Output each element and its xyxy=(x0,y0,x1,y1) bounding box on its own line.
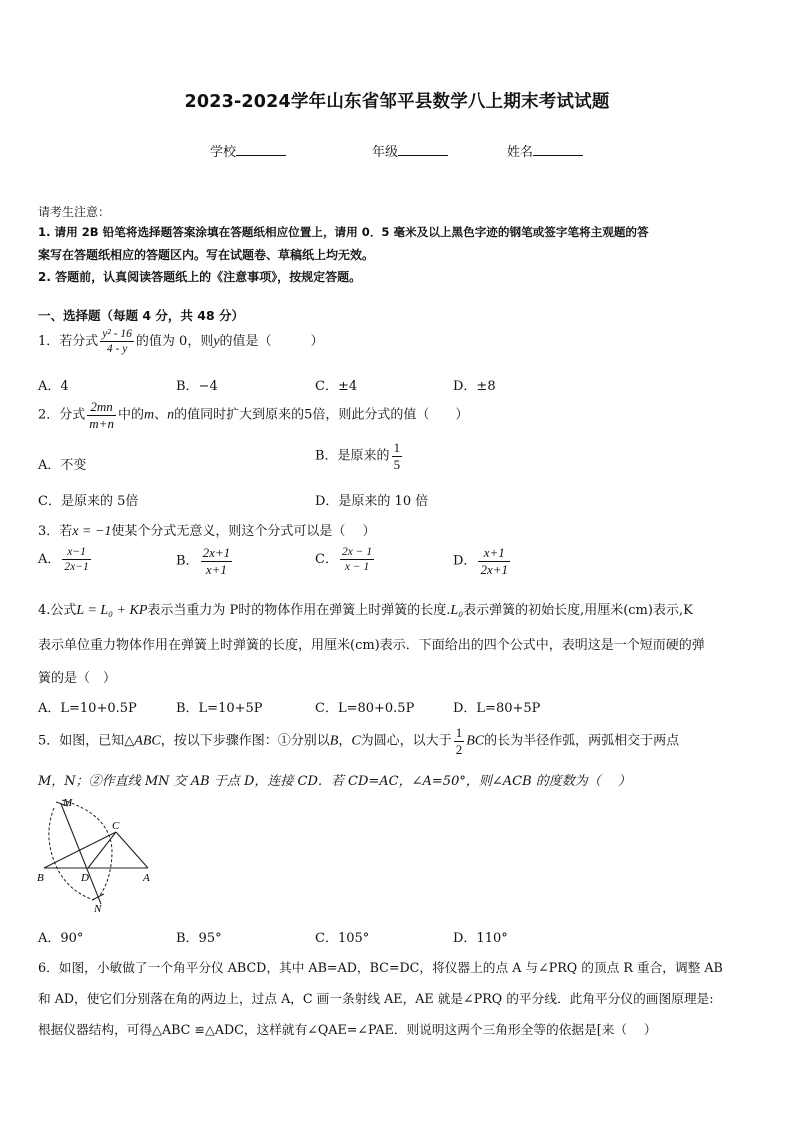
school-field xyxy=(210,141,286,160)
q5-c: C xyxy=(351,733,361,749)
q4-l0: L₀ xyxy=(450,603,464,618)
notice-item-1-line-2: 案写在答题纸相应的答题区内。写在试题卷、草稿纸上均无效。 xyxy=(38,248,375,262)
question-5-line-1 xyxy=(38,726,679,756)
question-6-line-1: 6．如图，小敏做了一个角平分仪 ABCD，其中 AB=AD，BC=DC，将仪器上的点 A 与∠PRQ 的顶点 R 重合，调整 AB xyxy=(38,960,723,975)
q3-option-c xyxy=(315,546,376,573)
q3-option-b xyxy=(176,546,234,576)
q2-fraction xyxy=(87,400,116,430)
question-4-line-1 xyxy=(38,599,693,619)
q3-condition: x = −1 xyxy=(72,524,112,539)
q5-b: B xyxy=(329,733,339,749)
q3-option-c-fraction xyxy=(340,546,374,573)
q5-half-num: 1 xyxy=(455,725,463,740)
q4-option-c: C．L=80+0.5P xyxy=(315,701,415,716)
q4-option-a: A．L=10+0.5P xyxy=(38,701,137,716)
q3-option-c-den: x − 1 xyxy=(344,561,370,574)
q5-option-a: A．90° xyxy=(38,931,84,946)
q5-text-3: 的长为半径作弧，两弧相交于两点 xyxy=(484,733,680,749)
q2-option-c: C．是原来的 5倍 xyxy=(38,494,139,509)
question-1 xyxy=(38,328,324,355)
q5-comma: ， xyxy=(338,733,352,749)
q5-abc: ABC xyxy=(134,733,161,749)
q1-text-end: 的值是（ ） xyxy=(219,334,324,350)
grade-label: 年级 xyxy=(372,145,399,160)
label-a: A xyxy=(143,872,150,884)
q2-option-a: A．不变 xyxy=(38,458,87,473)
q3-option-d-den: 2x+1 xyxy=(480,561,508,577)
q5-geometry-figure xyxy=(36,796,160,914)
q4-prefix: 4.公式 xyxy=(38,603,77,618)
q1-option-a: A．4 xyxy=(38,379,69,394)
q2-var-n: n xyxy=(167,407,175,423)
q2-prefix: 2．分式 xyxy=(38,407,86,423)
q2-option-b-text: B．是原来的 xyxy=(315,448,390,464)
q2-option-b xyxy=(315,441,404,471)
label-n: N xyxy=(94,903,102,914)
school-label: 学校 xyxy=(210,145,237,160)
grade-field xyxy=(372,141,448,160)
q5-option-b: B．95° xyxy=(176,931,222,946)
question-3 xyxy=(38,520,376,540)
label-d: D xyxy=(81,872,89,884)
question-2 xyxy=(38,400,468,430)
notice-item-1-line-1: 1. 请用 2B 铅笔将选择题答案涂填在答题纸相应位置上，请用 0．5 毫米及以上黑色字迹的钢笔或签字笔将主观题的答 xyxy=(38,225,649,239)
q2-option-b-den: 5 xyxy=(393,456,401,472)
label-m: M xyxy=(63,797,73,809)
question-4-line-2: 表示单位重力物体作用在弹簧上时弹簧的长度，用厘米(cm)表示．下面给出的四个公式中，表明这是一个短而硬的弹 xyxy=(38,638,705,653)
line-mn xyxy=(61,804,101,904)
q4-text-2: 表示弹簧的初始长度,用厘米(cm)表示,K xyxy=(463,603,693,618)
q3-option-b-den: x+1 xyxy=(205,561,227,577)
q3-option-d xyxy=(453,546,512,576)
q3-option-a-fraction xyxy=(62,546,90,573)
q2-var-m: m xyxy=(143,407,155,423)
name-blank xyxy=(533,143,583,156)
grade-blank xyxy=(398,143,448,156)
segment-ca xyxy=(116,832,148,868)
notice-item-2: 2. 答题前，认真阅读答题纸上的《注意事项》，按规定答题。 xyxy=(38,270,362,284)
question-5-line-2: M，N；②作直线 MN 交 AB 于点 D，连接 CD．若 CD=AC，∠A=50°，则∠ACB 的度数为（ ） xyxy=(38,774,631,789)
q1-prefix: 1．若分式 xyxy=(38,334,99,350)
q1-option-d: D．±8 xyxy=(453,379,496,394)
tick-n xyxy=(92,894,104,900)
q5-option-c: C．105° xyxy=(315,931,370,946)
q3-option-d-fraction xyxy=(478,546,510,576)
q3-option-a xyxy=(38,546,93,573)
q2-sep: 、 xyxy=(154,407,168,423)
page-title: 2023-2024学年山东省邹平县数学八上期末考试试题 xyxy=(184,92,610,112)
q5-text-2: 为圆心，以大于 xyxy=(360,733,452,749)
q3-option-c-num: 2x − 1 xyxy=(340,546,374,560)
q2-denominator: m+n xyxy=(89,415,114,431)
question-6-line-2: 和 AD，使它们分别落在角的两边上，过点 A，C 画一条射线 AE，AE 就是∠PRQ 的平分线．此角平分仪的画图原理是: xyxy=(38,991,714,1006)
label-c: C xyxy=(112,820,120,832)
q1-denominator: 4 - y xyxy=(106,343,128,356)
q1-text: 的值为 0，则 xyxy=(135,334,214,350)
q5-prefix: 5．如图，已知△ xyxy=(38,733,135,749)
school-blank xyxy=(236,143,286,156)
q4-option-b: B．L=10+5P xyxy=(176,701,263,716)
q3-text: 使某个分式无意义，则这个分式可以是（ ） xyxy=(111,524,376,539)
q2-option-d: D．是原来的 10 倍 xyxy=(315,494,429,509)
question-6-line-3: 根据仪器结构，可得△ABC ≌△ADC，这样就有∠QAE=∠PAE．则说明这两个三角形全等的依据是[来（ ） xyxy=(38,1022,657,1037)
q1-fraction xyxy=(100,328,134,355)
q2-option-b-fraction xyxy=(392,441,403,471)
name-label: 姓名 xyxy=(507,145,534,160)
q4-text-1: 表示当重力为 P时的物体作用在弹簧上时弹簧的长度. xyxy=(147,603,451,618)
q1-variable: y xyxy=(213,334,220,350)
question-4-line-3: 簧的是（ ） xyxy=(38,671,117,686)
q1-numerator: y² - 16 xyxy=(100,328,134,342)
notice-heading: 请考生注意： xyxy=(38,205,111,219)
q5-half-den: 2 xyxy=(455,741,463,757)
label-b: B xyxy=(37,872,44,884)
q3-option-d-label: D． xyxy=(453,553,477,569)
q5-text-1: ，按以下步骤作图：①分别以 xyxy=(160,733,330,749)
q2-mid: 中的 xyxy=(117,407,144,423)
q3-option-b-num: 2x+1 xyxy=(202,545,231,560)
q2-numerator: 2mn xyxy=(87,400,116,416)
q4-option-d: D．L=80+5P xyxy=(453,701,541,716)
q3-option-d-num: x+1 xyxy=(478,546,510,562)
q3-prefix: 3．若 xyxy=(38,524,73,539)
q3-option-b-fraction xyxy=(201,546,233,576)
q2-text: 的值同时扩大到原来的5倍，则此分式的值（ ） xyxy=(174,407,469,423)
q3-option-c-label: C． xyxy=(315,552,338,568)
q5-bc: BC xyxy=(466,733,485,749)
q5-half-fraction xyxy=(454,726,465,756)
q3-option-a-num: x−1 xyxy=(62,546,90,560)
q1-option-c: C．±4 xyxy=(315,379,358,394)
q3-option-a-label: A． xyxy=(38,552,61,568)
q3-option-a-den: 2x−1 xyxy=(64,561,89,574)
q4-formula: L = L₀ + KP xyxy=(76,603,148,618)
segment-bc xyxy=(44,832,116,868)
q5-option-d: D．110° xyxy=(453,931,508,946)
q1-option-b: B．−4 xyxy=(176,379,218,394)
name-field xyxy=(507,141,583,160)
section-heading: 一、选择题（每题 4 分，共 48 分） xyxy=(38,308,245,323)
q3-option-b-label: B． xyxy=(176,553,199,569)
q2-option-b-num: 1 xyxy=(393,440,401,455)
